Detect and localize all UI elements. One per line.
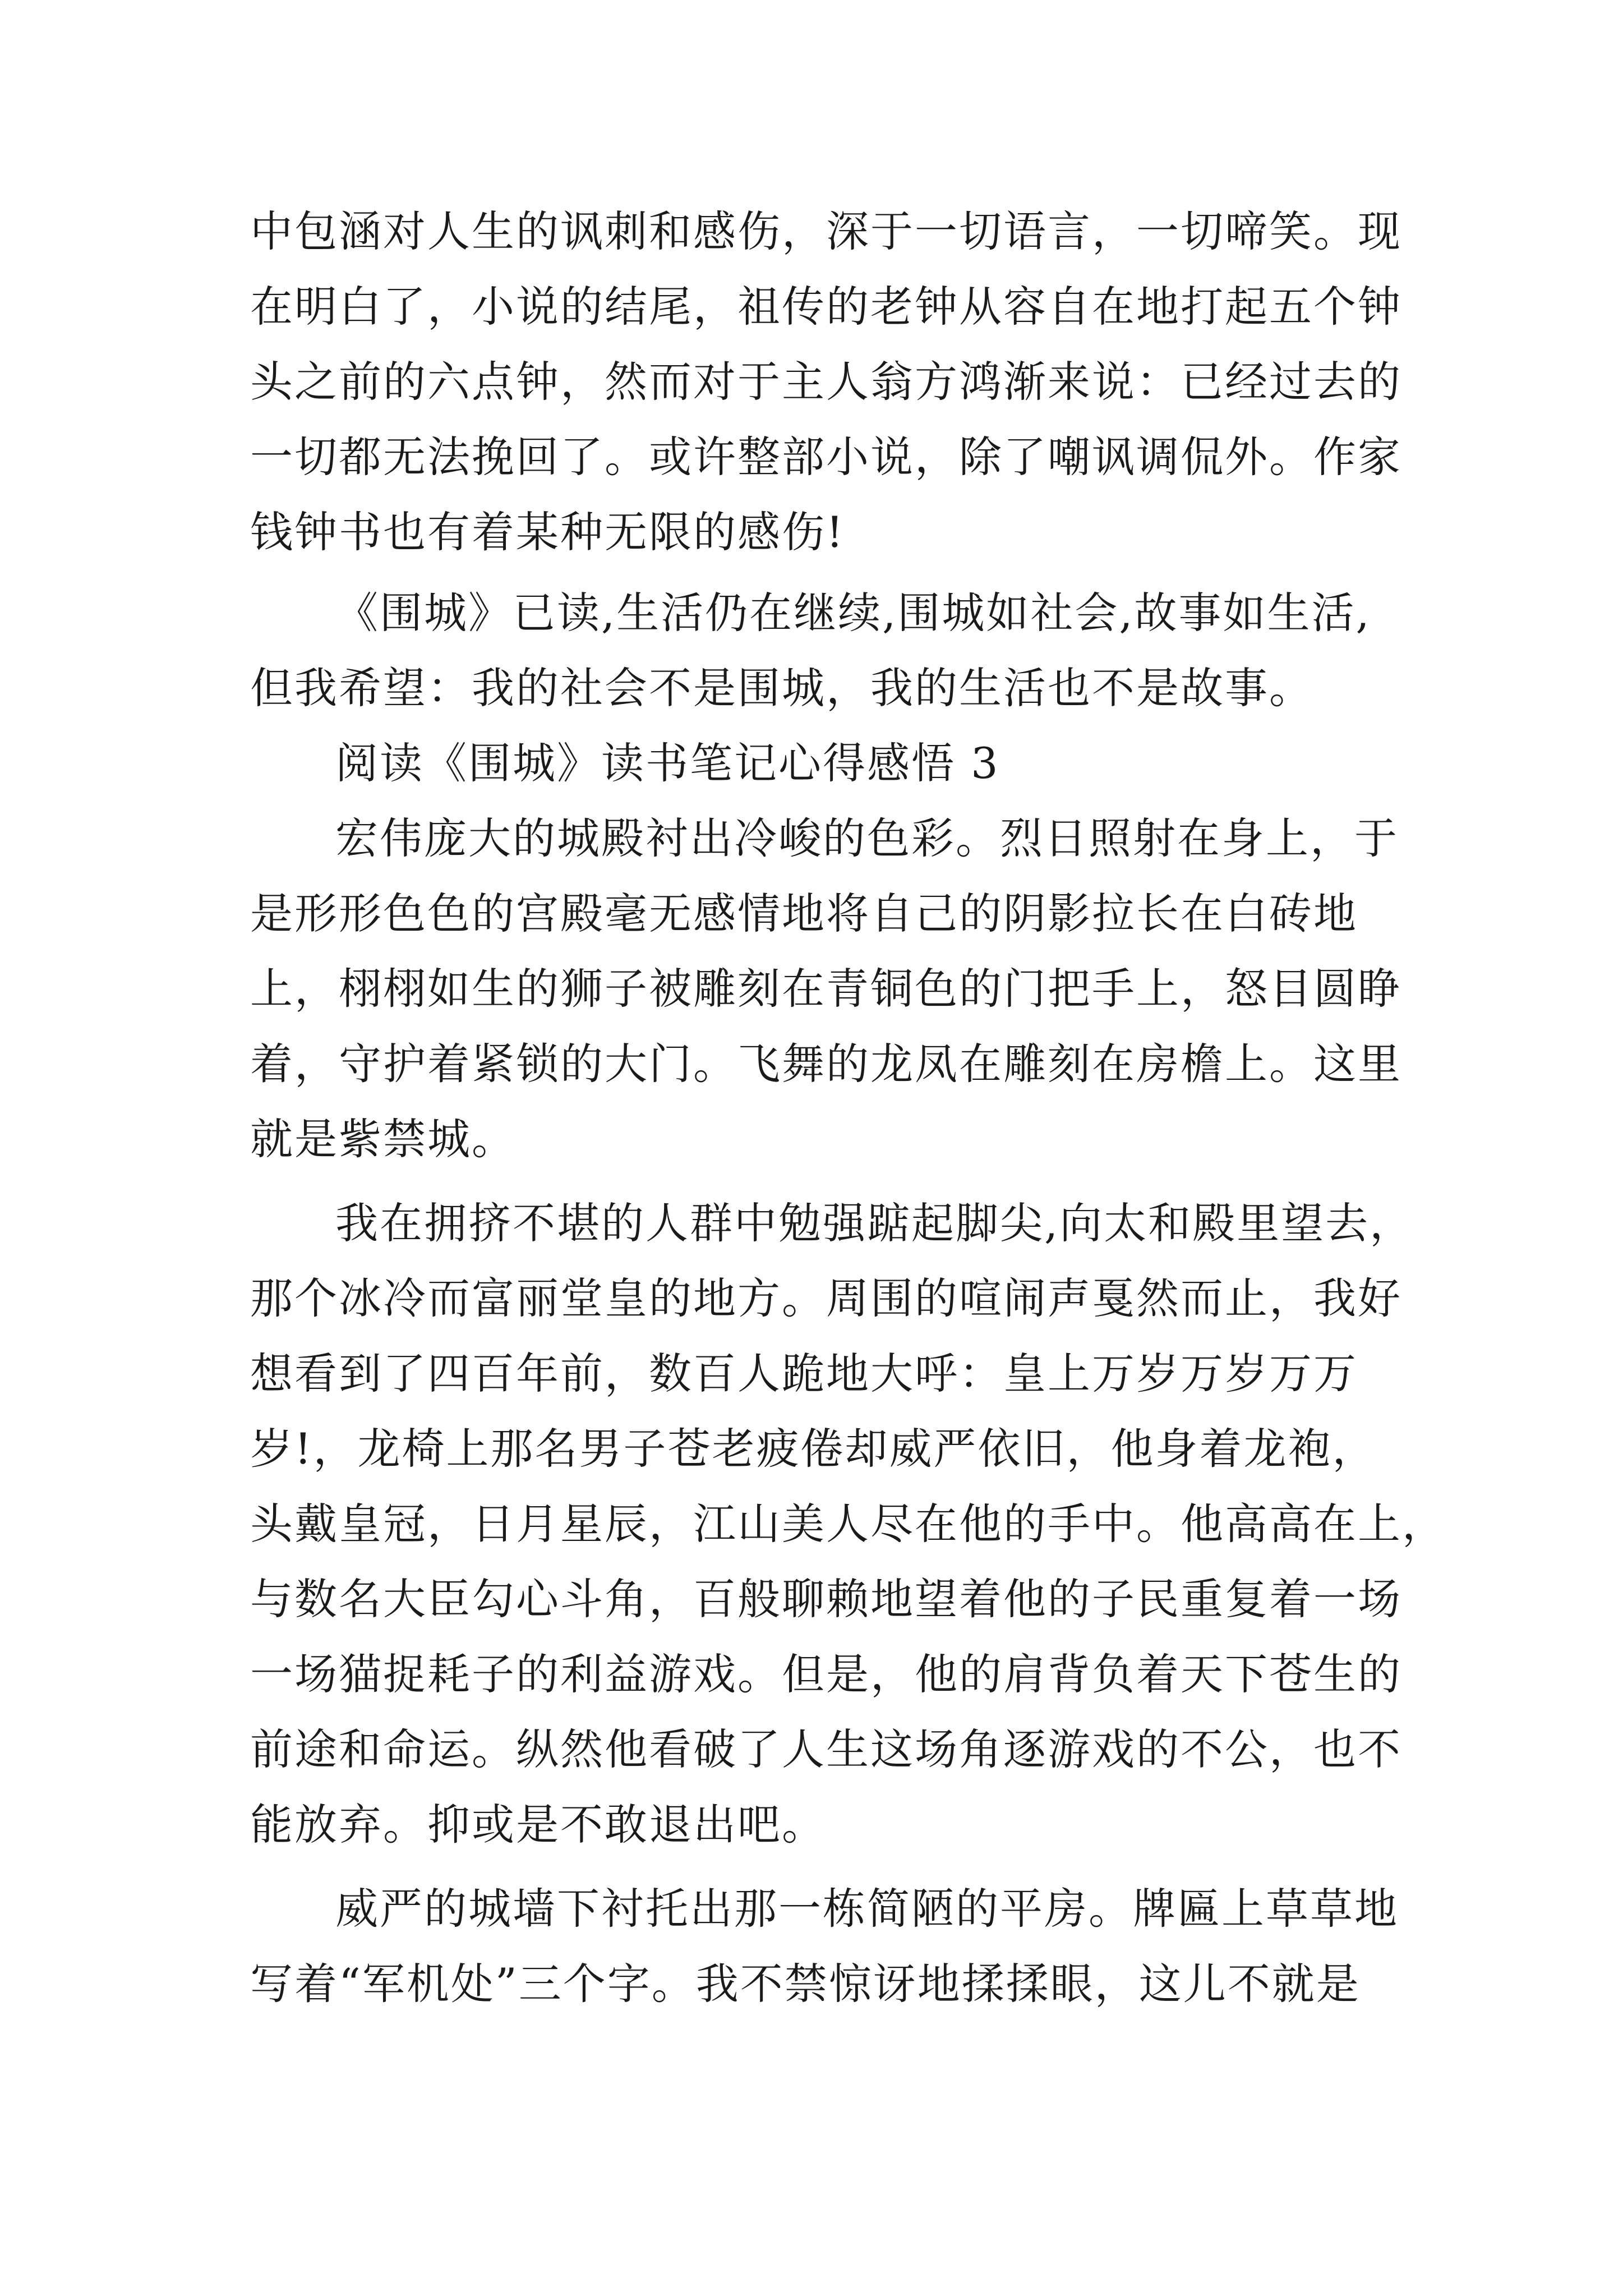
paragraph <box>250 1871 1399 2022</box>
text-line: 想看到了四百年前，数百人跪地大呼：皇上万岁万岁万万 <box>250 1349 1358 1398</box>
document-body <box>250 194 1446 2022</box>
text-line: 就是紫禁城。 <box>250 1114 516 1164</box>
text-line: 一场猫捉耗子的利益游戏。但是，他的肩背负着天下苍生的 <box>250 1649 1402 1699</box>
text-line: 前途和命运。纵然他看破了人生这场角逐游戏的不公，也不 <box>250 1724 1402 1774</box>
paragraph <box>250 194 1402 570</box>
text-line: 《围城》已读,生活仍在继续,围城如社会,故事如生活, <box>335 588 1371 638</box>
text-line: 那个冰冷而富丽堂皇的地方。周围的喧闹声戛然而止，我好 <box>250 1273 1402 1323</box>
text-line: 写着“军机处”三个字。我不禁惊讶地揉揉眼，这儿不就是 <box>250 1959 1361 2009</box>
text-line: 中包涵对人生的讽刺和感伤，深于一切语言，一切啼笑。现 <box>250 206 1402 256</box>
text-line: 着，守护着紧锁的大门。飞舞的龙凤在雕刻在房檐上。这里 <box>250 1039 1402 1089</box>
text-line: 我在拥挤不堪的人群中勉强踮起脚尖,向太和殿里望去， <box>335 1198 1414 1248</box>
text-line: 一切都无法挽回了。或许整部小说，除了嘲讽调侃外。作家 <box>250 432 1402 482</box>
paragraph <box>250 576 1389 726</box>
text-line: 但我希望：我的社会不是围城，我的生活也不是故事。 <box>250 663 1313 713</box>
text-line: 是形形色色的宫殿毫无感情地将自己的阴影拉长在白砖地 <box>250 889 1358 938</box>
text-line: 能放弃。抑或是不敢退出吧。 <box>250 1800 826 1849</box>
text-line: 威严的城墙下衬托出那一栋简陋的平房。牌匾上草草地 <box>335 1884 1399 1934</box>
section-heading: 阅读《围城》读书笔记心得感悟 3 <box>335 738 1000 788</box>
text-line: 与数名大臣勾心斗角，百般聊赖地望着他的子民重复着一场 <box>250 1574 1402 1624</box>
text-line: 宏伟庞大的城殿衬出冷峻的色彩。烈日照射在身上，于 <box>335 813 1399 863</box>
text-line: 在明白了，小说的结尾，祖传的老钟从容自在地打起五个钟 <box>250 282 1402 332</box>
text-line: 岁!，龙椅上那名男子苍老疲倦却威严依旧，他身着龙袍， <box>250 1424 1377 1474</box>
text-line: 头之前的六点钟，然而对于主人翁方鸿渐来说：已经过去的 <box>250 357 1402 407</box>
paragraph <box>250 801 1402 1177</box>
text-line: 头戴皇冠，日月星辰，江山美人尽在他的手中。他高高在上， <box>250 1499 1446 1549</box>
text-line: 上，栩栩如生的狮子被雕刻在青铜色的门把手上，怒目圆睁 <box>250 964 1402 1014</box>
paragraph <box>250 1186 1446 1862</box>
text-line: 钱钟书也有着某种无限的感伤! <box>250 507 845 557</box>
